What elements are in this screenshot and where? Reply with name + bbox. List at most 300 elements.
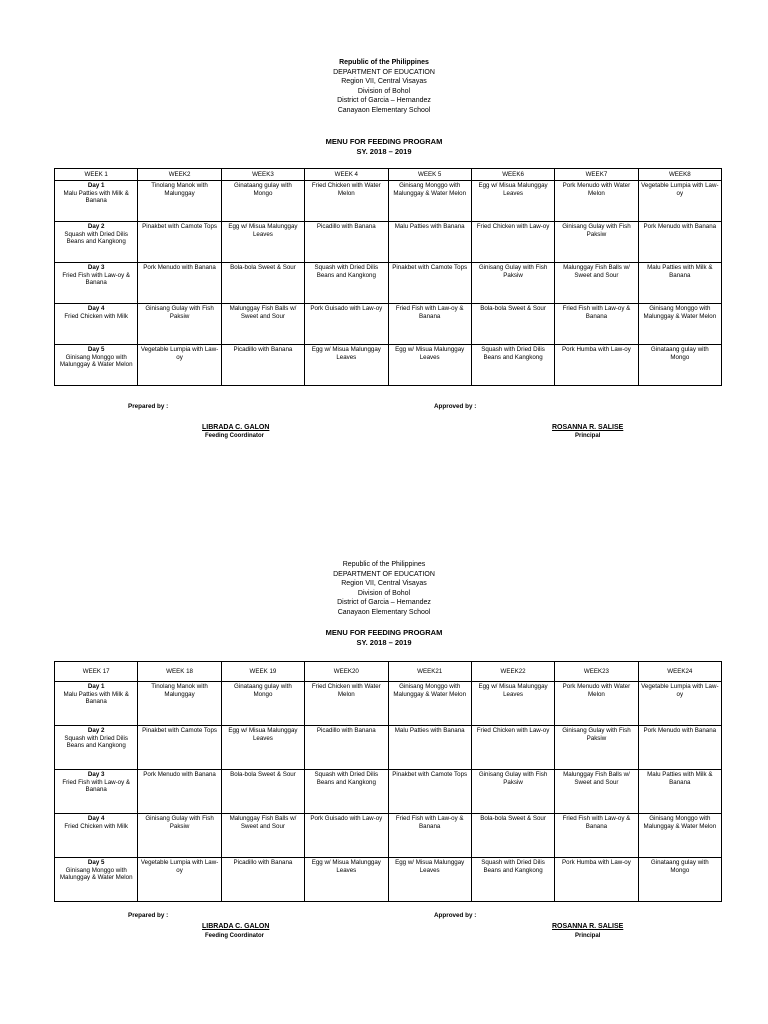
table-row	[55, 345, 722, 386]
dish-text: Malu Patties with Banana	[394, 727, 465, 734]
menu-cell-content	[224, 726, 302, 742]
dish-text: Egg w/ Misua Malunggay Leaves	[395, 859, 465, 874]
dish-text: Pork Humba with Law-oy	[562, 859, 631, 866]
dish-text: Ginisang Gulay with Fish Paksiw	[145, 815, 214, 830]
menu-cell-content	[224, 181, 302, 197]
dish-text: Pinakbet with Camote Tops	[392, 264, 468, 271]
preparer-role: Feeding Coordinator	[205, 433, 264, 439]
menu-cell	[388, 682, 471, 726]
dish-text: Ginisang Gulay with Fish Paksiw	[562, 727, 631, 742]
dish-text: Fried Chicken with Milk	[64, 822, 128, 830]
menu-cell-content	[391, 770, 469, 779]
menu-cell-content	[474, 263, 552, 279]
dish-text: Fried Fish with Law-oy & Banana	[62, 271, 131, 287]
menu-cell	[305, 726, 388, 770]
dish-text: Pork Menudo with Banana	[643, 223, 717, 230]
menu-cell	[138, 345, 221, 386]
menu-cell-content	[641, 263, 719, 279]
menu-cell-content	[307, 263, 385, 279]
menu-cell	[305, 814, 388, 858]
menu-cell	[221, 726, 304, 770]
dish-text: Pork Menudo with Banana	[143, 264, 216, 271]
dish-text: Fried Chicken with Milk	[64, 312, 128, 320]
menu-cell-content	[474, 858, 552, 874]
menu-cell-content	[474, 222, 552, 231]
menu-cell	[388, 770, 471, 814]
dish-text: Egg w/ Misua Malunggay Leaves	[311, 859, 381, 874]
dish-text: Picadillo with Banana	[316, 223, 376, 230]
menu-cell-content	[641, 222, 719, 231]
menu-cell-content	[641, 304, 719, 320]
dish-text: Malu Patties with Banana	[394, 223, 465, 230]
dish-text: Bola-bola Sweet & Sour	[230, 264, 296, 271]
menu-cell-content	[140, 726, 218, 735]
week-header: WEEK 19	[221, 662, 304, 682]
dish-text: Fried Fish with Law-oy & Banana	[562, 815, 631, 830]
menu-cell-content	[140, 682, 218, 698]
dish-text: Vegetable Lumpia with Law-oy	[140, 346, 219, 361]
day-label: Day 2	[87, 223, 105, 230]
menu-cell-content	[57, 222, 135, 246]
dish-text: Egg w/ Misua Malunggay Leaves	[228, 223, 298, 238]
dish-text: Fried Fish with Law-oy & Banana	[562, 305, 631, 320]
menu-cell	[555, 814, 638, 858]
menu-cell	[305, 770, 388, 814]
header-district: District of Garcia – Hernandez	[337, 97, 431, 105]
menu-cell	[55, 726, 138, 770]
menu-cell	[471, 858, 554, 902]
table-row	[55, 726, 722, 770]
menu-cell	[138, 263, 221, 304]
menu-cell	[388, 222, 471, 263]
menu-title-block	[0, 628, 768, 648]
menu-cell	[471, 770, 554, 814]
dish-text: Fried Fish with Law-oy & Banana	[395, 305, 464, 320]
menu-cell-content	[140, 181, 218, 197]
menu-cell-content	[391, 726, 469, 735]
menu-cell-content	[307, 858, 385, 874]
menu-cell-content	[57, 770, 135, 794]
dish-text: Tinolang Manok with Malunggay	[151, 683, 208, 698]
menu-cell-content	[224, 263, 302, 272]
menu-cell	[138, 682, 221, 726]
menu-cell	[638, 814, 721, 858]
menu-cell	[555, 304, 638, 345]
menu-cell	[555, 726, 638, 770]
menu-cell	[221, 181, 304, 222]
menu-cell	[471, 345, 554, 386]
menu-cell-content	[140, 304, 218, 320]
menu-cell-content	[224, 682, 302, 698]
menu-cell	[138, 181, 221, 222]
menu-cell-content	[391, 345, 469, 361]
menu-cell-content	[140, 770, 218, 779]
menu-cell-content	[474, 345, 552, 361]
dish-text: Picadillo with Banana	[233, 859, 293, 866]
dish-text: Ginisang Monggo with Malunggay & Water Melon	[643, 815, 717, 830]
menu-cell-content	[391, 181, 469, 197]
menu-cell-content	[557, 222, 635, 238]
dish-text: Malunggay Fish Balls w/ Sweet and Sour	[229, 305, 297, 320]
header-department: DEPARTMENT OF EDUCATION	[333, 570, 435, 578]
dish-text: Ginataang gulay with Mongo	[650, 346, 709, 361]
approver-name: ROSANNA R. SALISE	[552, 923, 624, 930]
table-row	[55, 858, 722, 902]
header-republic: Republic of the Philippines	[339, 59, 429, 66]
menu-cell-content	[557, 858, 635, 867]
menu-cell-content	[140, 814, 218, 830]
menu-cell	[555, 858, 638, 902]
dish-text: Squash with Dried Dilis Beans and Kangkong	[481, 346, 545, 361]
menu-cell	[638, 345, 721, 386]
menu-cell-content	[391, 814, 469, 830]
menu-cell	[138, 222, 221, 263]
menu-cell	[555, 222, 638, 263]
week-header: WEEK22	[471, 662, 554, 682]
header-division: Division of Bohol	[357, 87, 411, 95]
table-row	[55, 304, 722, 345]
dish-text: Ginisang Gulay with Fish Paksiw	[562, 223, 631, 238]
dish-text: Malunggay Fish Balls w/ Sweet and Sour	[229, 815, 297, 830]
day-label: Day 4	[87, 815, 105, 822]
menu-cell-content	[474, 682, 552, 698]
menu-cell-content	[474, 814, 552, 823]
menu-cell	[471, 304, 554, 345]
dish-text: Squash with Dried Dilis Beans and Kangkong	[64, 734, 128, 750]
menu-cell	[55, 814, 138, 858]
dish-text: Malunggay Fish Balls w/ Sweet and Sour	[563, 264, 630, 279]
dish-text: Fried Chicken with Water Melon	[311, 683, 381, 698]
menu-cell-content	[307, 345, 385, 361]
header-region: Region VII, Central Visayas	[341, 78, 427, 86]
menu-cell	[305, 682, 388, 726]
dish-text: Squash with Dried Dilis Beans and Kangkong	[481, 859, 545, 874]
menu-cell	[55, 858, 138, 902]
week-header: WEEK24	[638, 662, 721, 682]
menu-cell	[221, 858, 304, 902]
menu-cell-content	[557, 682, 635, 698]
menu-cell	[305, 222, 388, 263]
prepared-by-label: Prepared by :	[128, 912, 169, 919]
dish-text: Ginisang Monggo with Malunggay & Water Melon	[393, 683, 467, 698]
menu-cell-content	[307, 682, 385, 698]
menu-cell-content	[641, 345, 719, 361]
day-label: Day 5	[87, 346, 105, 353]
dish-text: Ginisang Monggo with Malunggay & Water Melon	[393, 182, 467, 197]
menu-cell	[221, 263, 304, 304]
menu-cell	[388, 858, 471, 902]
menu-cell	[638, 222, 721, 263]
menu-title: MENU FOR FEEDING PROGRAM	[325, 137, 443, 146]
dish-text: Fried Chicken with Law-oy	[476, 223, 550, 230]
dish-text: Pork Menudo with Water Melon	[562, 683, 631, 698]
dish-text: Pork Menudo with Banana	[643, 727, 717, 734]
menu-cell	[638, 726, 721, 770]
table-row	[55, 181, 722, 222]
menu-cell-content	[307, 222, 385, 231]
header-republic: Republic of the Philippines	[342, 561, 426, 568]
menu-cell-content	[57, 814, 135, 830]
menu-cell	[221, 682, 304, 726]
menu-cell	[221, 814, 304, 858]
dish-text: Pork Menudo with Banana	[143, 771, 216, 778]
menu-cell	[388, 263, 471, 304]
menu-cell	[138, 858, 221, 902]
dish-text: Vegetable Lumpia with Law-oy	[641, 683, 719, 698]
menu-cell-content	[557, 814, 635, 830]
menu-cell-content	[641, 770, 719, 786]
menu-cell-content	[57, 858, 135, 882]
week-header-row	[55, 169, 722, 181]
dish-text: Pork Guisado with Law-oy	[310, 815, 383, 822]
menu-cell-content	[557, 345, 635, 354]
menu-cell	[555, 263, 638, 304]
menu-cell-content	[474, 770, 552, 786]
menu-cell-content	[307, 814, 385, 823]
menu-cell	[388, 814, 471, 858]
menu-cell-content	[641, 682, 719, 698]
week-header-row	[55, 662, 722, 682]
dish-text: Egg w/ Misua Malunggay Leaves	[228, 727, 298, 742]
day-label: Day 3	[87, 264, 105, 271]
dish-text: Pork Humba with Law-oy	[562, 346, 631, 353]
menu-cell	[55, 345, 138, 386]
menu-cell	[471, 682, 554, 726]
menu-cell	[471, 181, 554, 222]
dish-text: Fried Fish with Law-oy & Banana	[62, 778, 131, 794]
menu-cell-content	[140, 345, 218, 361]
menu-cell	[555, 770, 638, 814]
dish-text: Pinakbet with Camote Tops	[392, 771, 468, 778]
menu-cell-content	[307, 304, 385, 313]
dish-text: Malunggay Fish Balls w/ Sweet and Sour	[563, 771, 630, 786]
menu-cell-content	[307, 181, 385, 197]
menu-cell-content	[557, 263, 635, 279]
dish-text: Squash with Dried Dilis Beans and Kangkong	[314, 264, 379, 279]
day-label: Day 5	[87, 859, 105, 866]
menu-cell-content	[224, 770, 302, 779]
menu-cell-content	[140, 222, 218, 231]
menu-cell	[638, 858, 721, 902]
menu-table-weeks-1-8	[54, 168, 722, 386]
menu-cell	[638, 181, 721, 222]
menu-cell	[138, 814, 221, 858]
day-label: Day 2	[87, 727, 105, 734]
preparer-name: LIBRADA C. GALON	[202, 923, 270, 930]
day-label: Day 3	[87, 771, 105, 778]
menu-cell-content	[391, 858, 469, 874]
week-header: WEEK23	[555, 662, 638, 682]
dish-text: Ginisang Monggo with Malunggay & Water Melon	[59, 353, 133, 369]
table-row	[55, 814, 722, 858]
header-school: Canayaon Elementary School	[337, 106, 431, 114]
dish-text: Ginisang Monggo with Malunggay & Water Melon	[59, 866, 133, 882]
school-year: SY. 2018 – 2019	[356, 147, 412, 156]
menu-cell-content	[57, 304, 135, 320]
menu-cell-content	[224, 345, 302, 354]
menu-table-weeks-17-24	[54, 661, 722, 902]
dish-text: Ginisang Gulay with Fish Paksiw	[478, 264, 548, 279]
menu-cell-content	[57, 263, 135, 287]
header-region: Region VII, Central Visayas	[341, 580, 427, 588]
menu-cell	[471, 726, 554, 770]
dish-text: Ginataang gulay with Mongo	[234, 683, 292, 698]
week-header: WEEK7	[555, 169, 638, 181]
menu-cell-content	[224, 814, 302, 830]
dish-text: Pork Guisado with Law-oy	[310, 305, 383, 312]
dish-text: Bola-bola Sweet & Sour	[480, 815, 546, 822]
table-row	[55, 770, 722, 814]
week-header: WEEK6	[471, 169, 554, 181]
day-label: Day 4	[87, 305, 105, 312]
dish-text: Egg w/ Misua Malunggay Leaves	[311, 346, 381, 361]
dish-text: Egg w/ Misua Malunggay Leaves	[478, 182, 548, 197]
menu-cell	[221, 345, 304, 386]
dish-text: Malu Patties with Milk & Banana	[63, 189, 129, 205]
menu-cell	[138, 726, 221, 770]
day-label: Day 1	[87, 182, 105, 189]
table-row	[55, 263, 722, 304]
menu-cell-content	[641, 814, 719, 830]
menu-cell	[138, 770, 221, 814]
menu-cell	[471, 814, 554, 858]
dish-text: Ginataang gulay with Mongo	[650, 859, 709, 874]
menu-cell	[55, 222, 138, 263]
day-label: Day 1	[87, 683, 105, 690]
header-division: Division of Bohol	[357, 589, 411, 597]
dish-text: Ginisang Gulay with Fish Paksiw	[145, 305, 214, 320]
menu-cell	[55, 304, 138, 345]
preparer-role: Feeding Coordinator	[205, 933, 264, 939]
week-header: WEEK21	[388, 662, 471, 682]
menu-cell	[471, 263, 554, 304]
menu-cell	[305, 858, 388, 902]
dish-text: Bola-bola Sweet & Sour	[480, 305, 546, 312]
dish-text: Fried Fish with Law-oy & Banana	[395, 815, 464, 830]
week-header: WEEK8	[638, 169, 721, 181]
dish-text: Egg w/ Misua Malunggay Leaves	[395, 346, 465, 361]
menu-cell-content	[307, 726, 385, 735]
menu-cell	[55, 770, 138, 814]
menu-cell-content	[391, 682, 469, 698]
dish-text: Bola-bola Sweet & Sour	[230, 771, 296, 778]
menu-cell-content	[391, 304, 469, 320]
menu-cell	[555, 181, 638, 222]
dish-text: Vegetable Lumpia with Law-oy	[140, 859, 219, 874]
menu-cell	[471, 222, 554, 263]
week-header: WEEK 1	[55, 169, 138, 181]
school-header	[0, 560, 768, 618]
week-header: WEEK3	[221, 169, 304, 181]
dish-text: Picadillo with Banana	[316, 727, 376, 734]
menu-cell-content	[57, 682, 135, 706]
menu-cell	[638, 770, 721, 814]
dish-text: Egg w/ Misua Malunggay Leaves	[478, 683, 548, 698]
dish-text: Malu Patties with Milk & Banana	[63, 690, 129, 706]
menu-cell-content	[641, 858, 719, 874]
dish-text: Vegetable Lumpia with Law-oy	[641, 182, 719, 197]
menu-cell-content	[57, 345, 135, 369]
week-header: WEEK 5	[388, 169, 471, 181]
header-district: District of Garcia – Hernandez	[337, 599, 431, 607]
menu-cell	[138, 304, 221, 345]
menu-cell	[305, 304, 388, 345]
menu-cell	[55, 682, 138, 726]
table-row	[55, 682, 722, 726]
menu-cell-content	[140, 858, 218, 874]
week-header: WEEK 17	[55, 662, 138, 682]
preparer-name: LIBRADA C. GALON	[202, 424, 270, 431]
menu-cell	[638, 304, 721, 345]
dish-text: Picadillo with Banana	[233, 346, 293, 353]
menu-cell-content	[391, 222, 469, 231]
menu-cell	[55, 263, 138, 304]
menu-cell-content	[474, 181, 552, 197]
dish-text: Squash with Dried Dilis Beans and Kangkong	[64, 230, 128, 246]
menu-cell-content	[557, 726, 635, 742]
approved-by-label: Approved by :	[434, 403, 477, 410]
menu-cell-content	[474, 726, 552, 735]
menu-title: MENU FOR FEEDING PROGRAM	[325, 628, 443, 637]
menu-cell-content	[57, 181, 135, 205]
approver-role: Principal	[575, 933, 601, 939]
week-header: WEEK2	[138, 169, 221, 181]
menu-cell	[638, 682, 721, 726]
week-header: WEEK20	[305, 662, 388, 682]
school-year: SY. 2018 – 2019	[356, 638, 412, 647]
menu-cell-content	[224, 858, 302, 867]
menu-cell-content	[557, 770, 635, 786]
week-header: WEEK 4	[305, 169, 388, 181]
dish-text: Pork Menudo with Water Melon	[562, 182, 631, 197]
dish-text: Ginataang gulay with Mongo	[234, 182, 292, 197]
menu-cell	[305, 181, 388, 222]
menu-cell-content	[57, 726, 135, 750]
dish-text: Tinolang Manok with Malunggay	[151, 182, 208, 197]
dish-text: Pinakbet with Camote Tops	[142, 223, 217, 230]
menu-cell	[388, 304, 471, 345]
menu-cell	[221, 770, 304, 814]
menu-cell	[305, 263, 388, 304]
menu-cell	[388, 181, 471, 222]
dish-text: Squash with Dried Dilis Beans and Kangkong	[314, 771, 379, 786]
menu-cell	[55, 181, 138, 222]
dish-text: Ginisang Gulay with Fish Paksiw	[478, 771, 548, 786]
menu-cell-content	[307, 770, 385, 786]
dish-text: Fried Chicken with Water Melon	[311, 182, 381, 197]
menu-cell-content	[474, 304, 552, 313]
menu-cell	[388, 345, 471, 386]
menu-cell-content	[641, 726, 719, 735]
prepared-by-label: Prepared by :	[128, 403, 169, 410]
header-school: Canayaon Elementary School	[337, 608, 431, 616]
dish-text: Malu Patties with Milk & Banana	[647, 264, 713, 279]
menu-cell	[221, 222, 304, 263]
menu-cell	[555, 345, 638, 386]
table-row	[55, 222, 722, 263]
week-header: WEEK 18	[138, 662, 221, 682]
menu-cell-content	[557, 181, 635, 197]
school-header	[0, 58, 768, 116]
menu-cell	[638, 263, 721, 304]
approver-name: ROSANNA R. SALISE	[552, 424, 624, 431]
header-department: DEPARTMENT OF EDUCATION	[333, 68, 435, 76]
dish-text: Fried Chicken with Law-oy	[476, 727, 550, 734]
menu-cell-content	[140, 263, 218, 272]
menu-cell-content	[224, 222, 302, 238]
menu-title-block	[0, 137, 768, 157]
menu-cell	[305, 345, 388, 386]
